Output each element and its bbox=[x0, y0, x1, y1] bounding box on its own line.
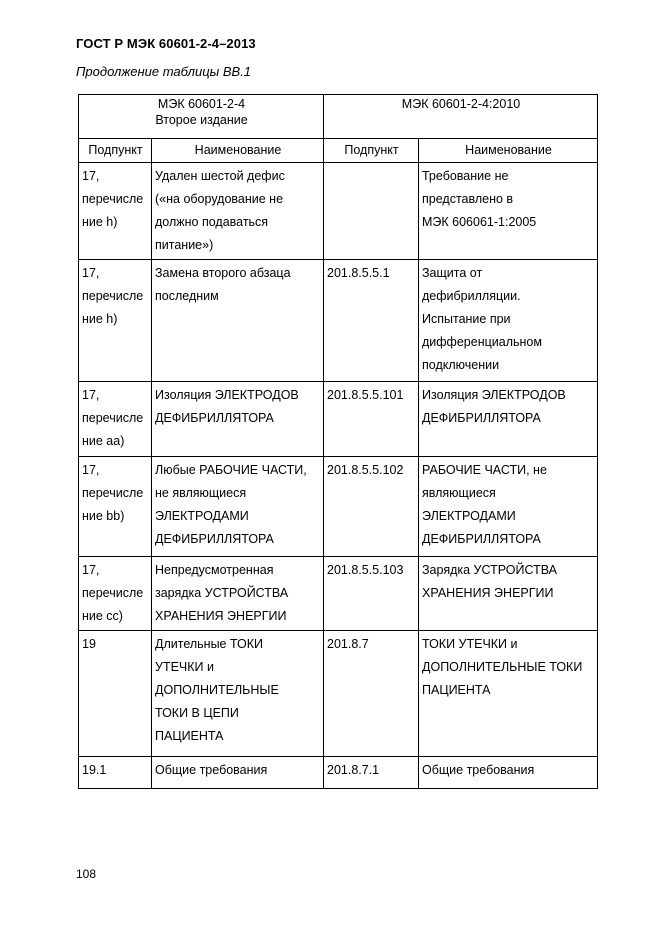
cell-line: Любые РАБОЧИЕ ЧАСТИ, bbox=[155, 463, 307, 477]
table-cell bbox=[324, 631, 419, 757]
cell-line: перечисле bbox=[82, 289, 144, 303]
cell-line: Замена второго абзаца bbox=[155, 266, 291, 280]
column-header-subclause-left: Подпункт bbox=[79, 139, 152, 163]
cell-line: ДОПОЛНИТЕЛЬНЫЕ bbox=[155, 683, 279, 697]
table-cell bbox=[324, 260, 419, 382]
table-cell bbox=[324, 163, 419, 260]
cell-line: 201.8.5.5.102 bbox=[327, 463, 404, 477]
column-header-subclause-right: Подпункт bbox=[324, 139, 419, 163]
cell-line: ние аа) bbox=[82, 434, 125, 448]
cell-line: Общие требования bbox=[155, 763, 268, 777]
cell-line: 17, bbox=[82, 388, 100, 402]
table-body bbox=[79, 163, 598, 789]
cell-line: 17, bbox=[82, 463, 100, 477]
cell-line: ние h) bbox=[82, 312, 118, 326]
cell-line: дефибрилляции. bbox=[422, 289, 521, 303]
table-cell bbox=[419, 382, 598, 457]
cell-line: ХРАНЕНИЯ ЭНЕРГИИ bbox=[422, 586, 554, 600]
cell-line: перечисле bbox=[82, 192, 144, 206]
cell-line: перечисле bbox=[82, 586, 144, 600]
group-header-left bbox=[79, 95, 324, 139]
table-cell bbox=[79, 260, 152, 382]
table-cell bbox=[79, 557, 152, 631]
table-cell bbox=[419, 631, 598, 757]
cell-line: Требование не bbox=[422, 169, 509, 183]
table-cell bbox=[152, 382, 324, 457]
table-cell bbox=[152, 757, 324, 789]
cell-line: ДЕФИБРИЛЛЯТОРА bbox=[422, 532, 541, 546]
cell-line: ДОПОЛНИТЕЛЬНЫЕ ТОКИ bbox=[422, 660, 583, 674]
table-cell bbox=[152, 457, 324, 557]
cell-line: являющиеся bbox=[422, 486, 496, 500]
cell-line: 17, bbox=[82, 563, 100, 577]
table-cell bbox=[152, 260, 324, 382]
cell-line: ДЕФИБРИЛЛЯТОРА bbox=[422, 411, 541, 425]
group-header-right-line1: МЭК 60601-2-4:2010 bbox=[401, 97, 521, 111]
cell-line: 17, bbox=[82, 169, 100, 183]
table-cell bbox=[324, 457, 419, 557]
column-header-title-left: Наименование bbox=[152, 139, 324, 163]
cell-line: Изоляция ЭЛЕКТРОДОВ bbox=[422, 388, 566, 402]
cell-line: МЭК 606061-1:2005 bbox=[422, 215, 537, 229]
table-cell bbox=[419, 557, 598, 631]
table-row bbox=[79, 557, 598, 631]
cell-line: Непредусмотренная bbox=[155, 563, 274, 577]
table-cell bbox=[152, 163, 324, 260]
table-caption: Продолжение таблицы ВВ.1 bbox=[76, 64, 252, 79]
table-cell bbox=[79, 757, 152, 789]
cell-line: Испытание при bbox=[422, 312, 511, 326]
table-cell bbox=[324, 757, 419, 789]
cell-line: ТОКИ В ЦЕПИ bbox=[155, 706, 239, 720]
document-header: ГОСТ Р МЭК 60601-2-4–2013 bbox=[76, 36, 256, 51]
cell-line: ПАЦИЕНТА bbox=[422, 683, 491, 697]
cell-line: ПАЦИЕНТА bbox=[155, 729, 224, 743]
cell-line: ние bb) bbox=[82, 509, 125, 523]
table-cell bbox=[79, 382, 152, 457]
cell-line: представлено в bbox=[422, 192, 514, 206]
cell-line: дифференциальном bbox=[422, 335, 542, 349]
table-cell bbox=[152, 631, 324, 757]
cell-line: ДЕФИБРИЛЛЯТОРА bbox=[155, 532, 274, 546]
table-cell bbox=[419, 457, 598, 557]
cell-line: Общие требования bbox=[422, 763, 535, 777]
table-cell bbox=[324, 382, 419, 457]
cell-line: ТОКИ УТЕЧКИ и bbox=[422, 637, 518, 651]
cell-line: 17, bbox=[82, 266, 100, 280]
cell-line: питание») bbox=[155, 238, 214, 252]
cell-line: перечисле bbox=[82, 411, 144, 425]
cell-line: 19 bbox=[82, 637, 96, 651]
table-cell bbox=[79, 457, 152, 557]
cell-line: 19.1 bbox=[82, 763, 107, 777]
cell-line: Длительные ТОКИ bbox=[155, 637, 264, 651]
cell-line: ние cc) bbox=[82, 609, 123, 623]
cell-line: Удален шестой дефис bbox=[155, 169, 285, 183]
column-header-row bbox=[79, 139, 598, 163]
cell-line: 201.8.5.5.1 bbox=[327, 266, 390, 280]
cell-line: ЭЛЕКТРОДАМИ bbox=[422, 509, 516, 523]
table-cell bbox=[152, 557, 324, 631]
cell-line: ДЕФИБРИЛЛЯТОРА bbox=[155, 411, 274, 425]
cell-line: последним bbox=[155, 289, 219, 303]
cell-line: УТЕЧКИ и bbox=[155, 660, 214, 674]
table-row bbox=[79, 457, 598, 557]
cell-line: ЭЛЕКТРОДАМИ bbox=[155, 509, 249, 523]
cell-line: РАБОЧИЕ ЧАСТИ, не bbox=[422, 463, 547, 477]
table-cell bbox=[419, 260, 598, 382]
comparison-table bbox=[78, 94, 598, 789]
group-header-left-line1: МЭК 60601-2-4 bbox=[157, 97, 246, 111]
cell-line: Защита от bbox=[422, 266, 483, 280]
cell-line: Изоляция ЭЛЕКТРОДОВ bbox=[155, 388, 299, 402]
table-row bbox=[79, 260, 598, 382]
table-row bbox=[79, 382, 598, 457]
cell-line: зарядка УСТРОЙСТВА bbox=[155, 586, 289, 600]
table-cell bbox=[419, 163, 598, 260]
cell-line: перечисле bbox=[82, 486, 144, 500]
cell-line: не являющиеся bbox=[155, 486, 247, 500]
table-cell bbox=[79, 163, 152, 260]
cell-line: ХРАНЕНИЯ ЭНЕРГИИ bbox=[155, 609, 287, 623]
cell-line: («на оборудование не bbox=[155, 192, 284, 206]
group-header-row bbox=[79, 95, 598, 139]
cell-line: 201.8.7.1 bbox=[327, 763, 380, 777]
cell-line: ние h) bbox=[82, 215, 118, 229]
table-row bbox=[79, 163, 598, 260]
cell-line: подключении bbox=[422, 358, 500, 372]
cell-line: 201.8.5.5.103 bbox=[327, 563, 404, 577]
column-header-title-right: Наименование bbox=[419, 139, 598, 163]
cell-line: Зарядка УСТРОЙСТВА bbox=[422, 563, 558, 577]
page-number: 108 bbox=[76, 867, 97, 881]
cell-line: 201.8.5.5.101 bbox=[327, 388, 404, 402]
table-cell bbox=[79, 631, 152, 757]
group-header-left-line2: Второе издание bbox=[155, 113, 248, 127]
table-row bbox=[79, 631, 598, 757]
table-cell bbox=[324, 557, 419, 631]
cell-line: должно подаваться bbox=[155, 215, 269, 229]
table-row bbox=[79, 757, 598, 789]
group-header-right bbox=[324, 95, 598, 139]
cell-line: 201.8.7 bbox=[327, 637, 369, 651]
table-cell bbox=[419, 757, 598, 789]
